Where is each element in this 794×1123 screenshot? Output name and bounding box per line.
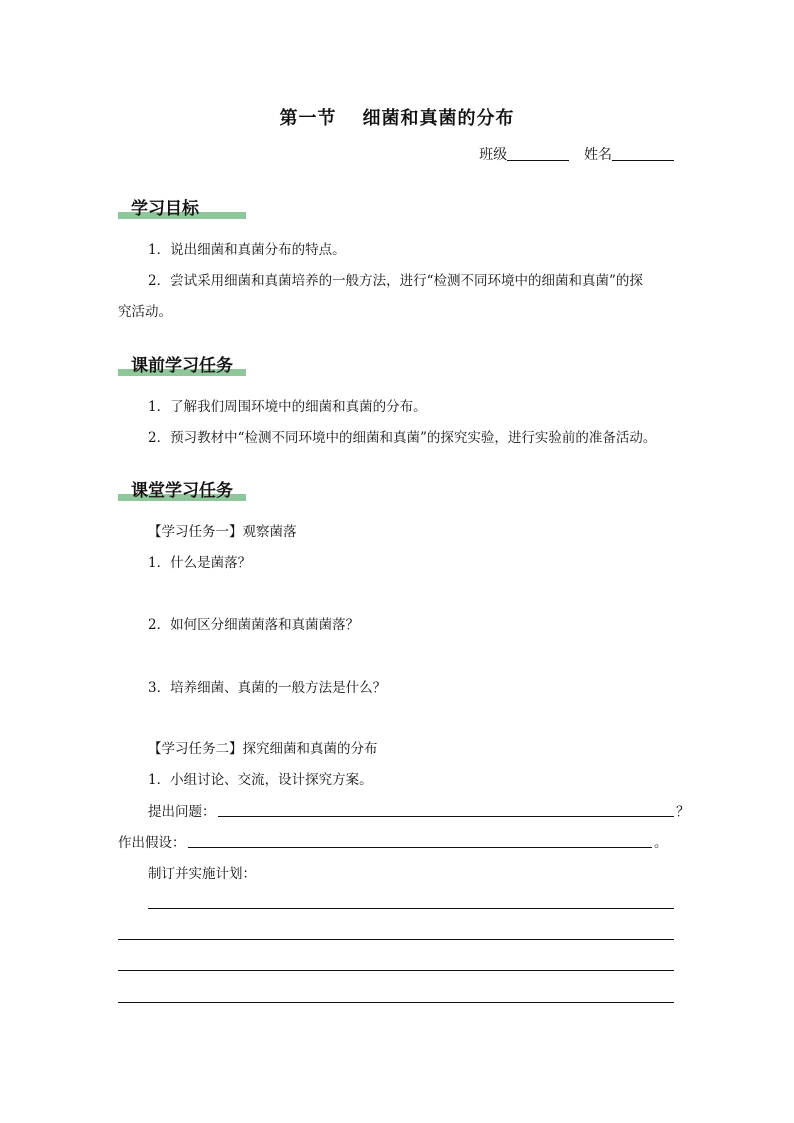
page-title — [0, 104, 794, 130]
question-label: 提出问题： — [148, 804, 216, 820]
task1-question: 2．如何区分细菌菌落和真菌菌落？ — [148, 617, 360, 633]
plan-answer-line[interactable] — [118, 1002, 674, 1003]
title-text: 细菌和真菌的分布 — [362, 108, 515, 129]
plan-answer-line[interactable] — [148, 908, 674, 909]
goal-item: 1．说出细菌和真菌分布的特点。 — [148, 242, 346, 258]
class-label: 班级 — [479, 147, 508, 163]
task1-question: 3．培养细菌、真菌的一般方法是什么？ — [148, 680, 387, 696]
student-info — [479, 144, 674, 164]
name-blank[interactable] — [612, 146, 674, 161]
class-blank[interactable] — [507, 146, 569, 161]
plan-label: 制订并实施计划： — [148, 866, 256, 882]
task1-label: 【学习任务一】观察菌落 — [148, 524, 297, 540]
hypothesis-label: 作出假设： — [118, 835, 186, 851]
hypothesis-end-mark: 。 — [654, 835, 668, 851]
section-heading-inclass: 课堂学习任务 — [131, 481, 233, 501]
plan-answer-line[interactable] — [118, 939, 674, 940]
goal-item: 2．尝试采用细菌和真菌培养的一般方法，进行“检测不同环境中的细菌和真菌”的探 — [148, 273, 643, 289]
question-end-mark: ？ — [676, 804, 690, 820]
plan-answer-line[interactable] — [118, 970, 674, 971]
task2-step: 1．小组讨论、交流，设计探究方案。 — [148, 772, 373, 788]
name-label: 姓名 — [584, 147, 612, 163]
question-answer-line[interactable] — [218, 816, 674, 817]
goal-item-continued: 究活动。 — [118, 304, 172, 320]
task2-label: 【学习任务二】探究细菌和真菌的分布 — [148, 741, 378, 757]
section-heading-preclass: 课前学习任务 — [131, 356, 233, 376]
title-section-number: 第一节 — [279, 108, 337, 129]
section-heading-goals: 学习目标 — [131, 199, 199, 219]
hypothesis-answer-line[interactable] — [188, 847, 652, 848]
task1-question: 1．什么是菌落？ — [148, 555, 252, 571]
preclass-item: 2．预习教材中“检测不同环境中的细菌和真菌”的探究实验，进行实验前的准备活动。 — [148, 430, 657, 446]
preclass-item: 1．了解我们周围环境中的细菌和真菌的分布。 — [148, 399, 427, 415]
